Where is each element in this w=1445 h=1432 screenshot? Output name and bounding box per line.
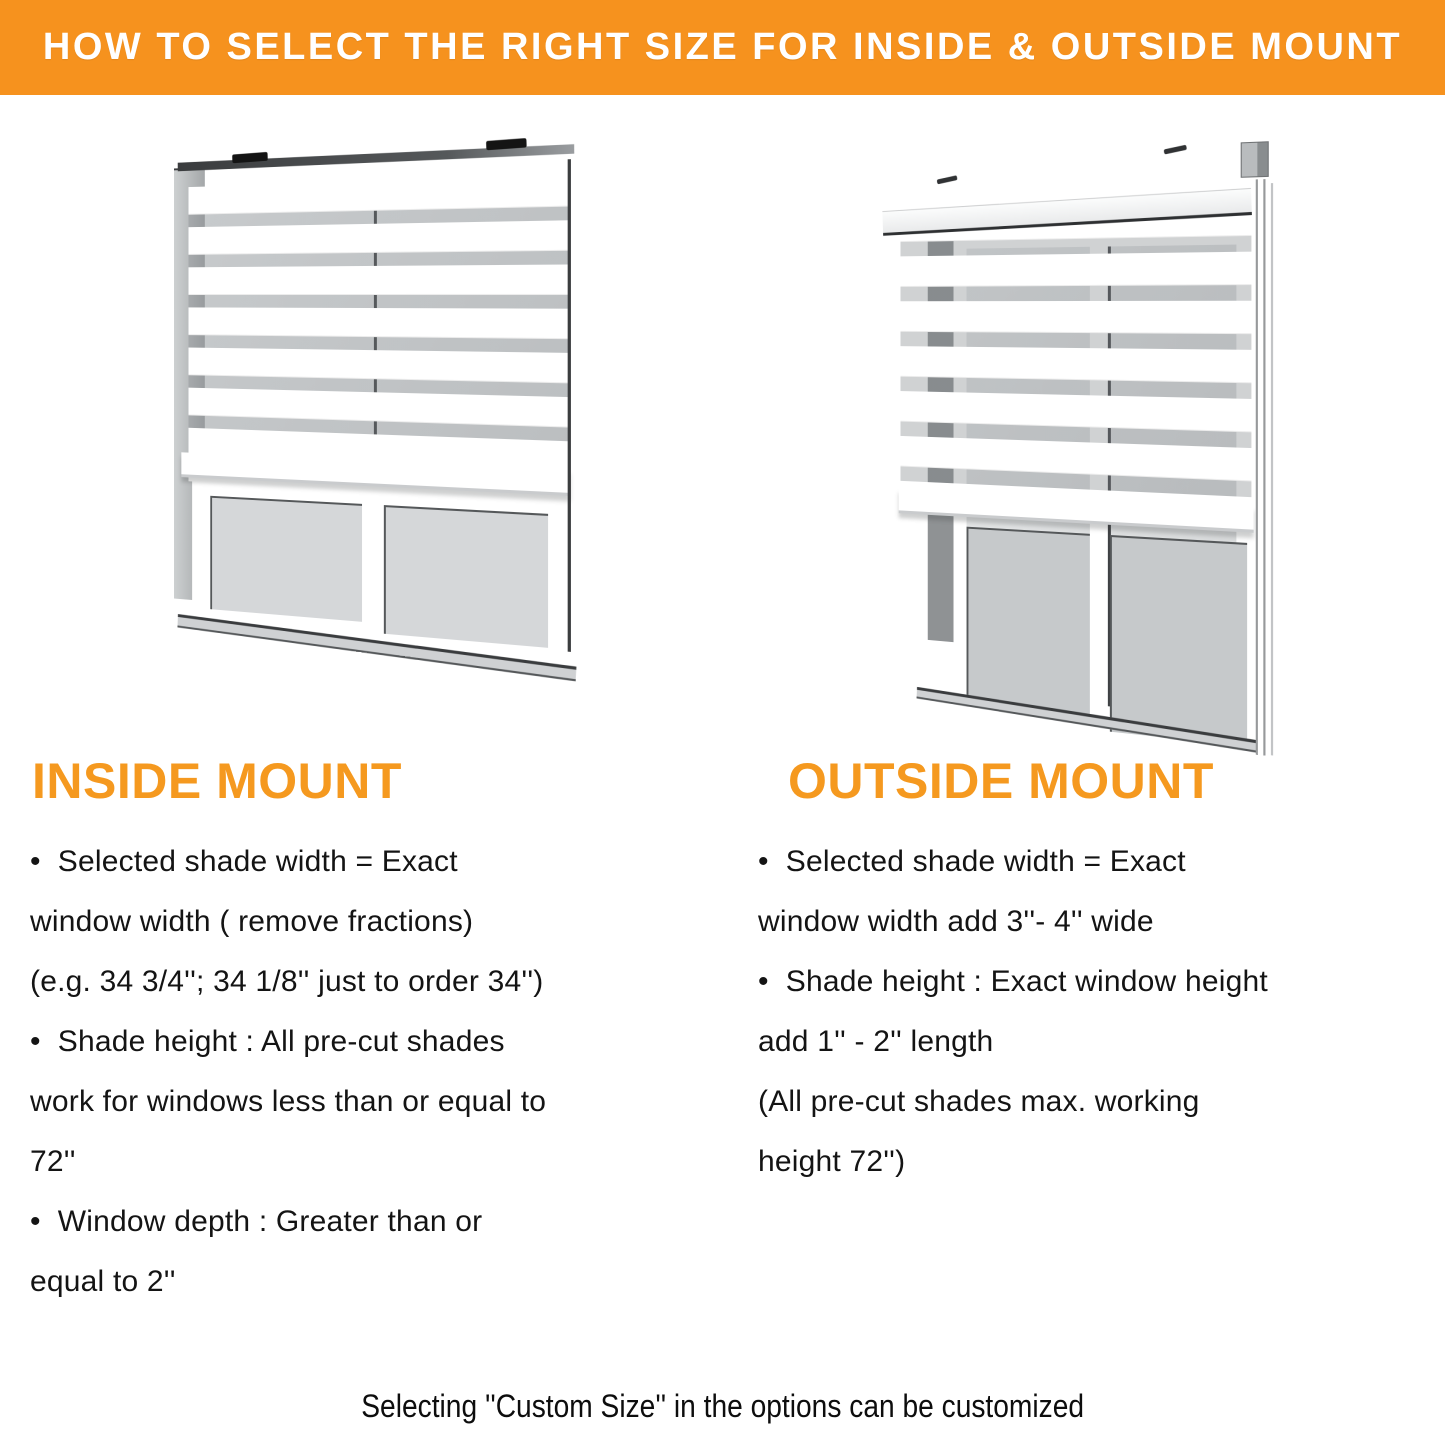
inside-mount-heading: INSIDE MOUNT xyxy=(32,753,402,809)
bullet-line: • Selected shade width = Exact xyxy=(758,845,1186,878)
bullet-line: • Shade height : All pre-cut shades xyxy=(30,1025,505,1058)
zebra-shade-stripes xyxy=(189,176,570,500)
text-line: add 1'' - 2'' length xyxy=(758,1025,994,1058)
text-line: (All pre-cut shades max. working xyxy=(758,1085,1200,1118)
screw-mark-icon xyxy=(1164,145,1187,155)
text-line: window width add 3''- 4'' wide xyxy=(758,905,1154,938)
window-pane-right xyxy=(384,505,548,648)
banner-title: HOW TO SELECT THE RIGHT SIZE FOR INSIDE & OUTSIDE MOUNT xyxy=(42,26,1403,68)
text-line: equal to 2'' xyxy=(30,1265,176,1298)
custom-size-note-text: Selecting ''Custom Size'' in the options can be customized xyxy=(361,1388,1084,1424)
inside-mount-illustration xyxy=(162,148,566,673)
window-pane-left xyxy=(210,496,362,622)
side-rail xyxy=(1256,179,1266,756)
text-line: (e.g. 34 3/4''; 34 1/8'' just to order 34'') xyxy=(30,965,544,998)
window-right-edge xyxy=(568,159,571,652)
outside-mount-art xyxy=(890,134,1282,750)
window-pane-left xyxy=(967,527,1090,720)
zebra-shade-stripes xyxy=(901,203,1252,506)
custom-size-note xyxy=(0,1388,1445,1425)
text-line: work for windows less than or equal to xyxy=(30,1085,547,1118)
text-line: height 72'') xyxy=(758,1145,906,1178)
outside-mount-heading: OUTSIDE MOUNT xyxy=(788,753,1214,809)
bullet-line: • Window depth : Greater than or xyxy=(30,1205,483,1238)
inside-mount-text xyxy=(30,832,730,1312)
window-pane-right xyxy=(1110,535,1247,746)
text-line: window width ( remove fractions) xyxy=(30,905,474,938)
outside-mount-text xyxy=(758,832,1438,1192)
side-rail-shadow xyxy=(1271,183,1273,755)
inside-mount-art xyxy=(174,140,574,693)
bullet-line: • Selected shade width = Exact xyxy=(30,845,458,878)
outside-mount-illustration xyxy=(878,143,1274,728)
screw-mark-icon xyxy=(937,175,958,184)
bullet-line: • Shade height : Exact window height xyxy=(758,965,1268,998)
banner xyxy=(0,0,1445,95)
text-line: 72'' xyxy=(30,1145,76,1178)
corner-bracket-icon xyxy=(1241,141,1269,178)
